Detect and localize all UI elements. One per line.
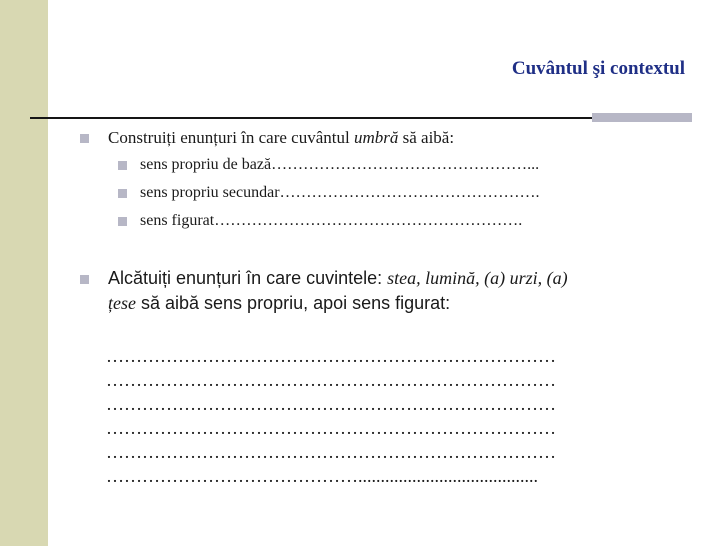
- task-2-line-1: [108, 268, 568, 289]
- title-divider-accent: [592, 113, 692, 122]
- task-1-word: umbră: [353, 128, 399, 147]
- square-bullet-icon: [118, 217, 127, 226]
- slide-title: Cuvântul şi contextul: [511, 58, 685, 79]
- subitem-text: sens propriu secundar………………………………………….: [140, 184, 540, 201]
- task-2-word-tese: țese: [108, 293, 136, 313]
- subitem-text: sens propriu de bază…………………………………………...: [140, 156, 540, 173]
- square-bullet-icon: [118, 189, 127, 198]
- answer-line: …………………………………………………………………: [106, 442, 556, 462]
- answer-area: [106, 344, 686, 488]
- task-2-line-2: [108, 293, 450, 314]
- task-1-suffix: să aibă:: [398, 128, 455, 147]
- task-1-text: [108, 128, 454, 148]
- answer-line: …………………………………………………………………: [106, 370, 556, 390]
- answer-line: ……………………………………........................................: [106, 466, 538, 486]
- square-bullet-icon: [80, 134, 89, 143]
- square-bullet-icon: [118, 161, 127, 170]
- subitem-text: sens figurat………………………………………………….: [140, 212, 523, 229]
- square-bullet-icon: [80, 275, 89, 284]
- task-2-suffix: să aibă sens propriu, apoi sens figurat:: [135, 293, 451, 313]
- task-1-prefix: Construiți enunțuri în care cuvântul: [108, 128, 354, 147]
- left-decorative-strip: [0, 0, 48, 546]
- task-2-prefix: Alcătuiți enunțuri în care cuvintele:: [108, 268, 388, 288]
- answer-line: …………………………………………………………………: [106, 394, 556, 414]
- answer-line: …………………………………………………………………: [106, 418, 556, 438]
- answer-line: …………………………………………………………………: [106, 346, 556, 366]
- task-2-words: stea, lumină, (a) urzi, (a): [387, 268, 568, 288]
